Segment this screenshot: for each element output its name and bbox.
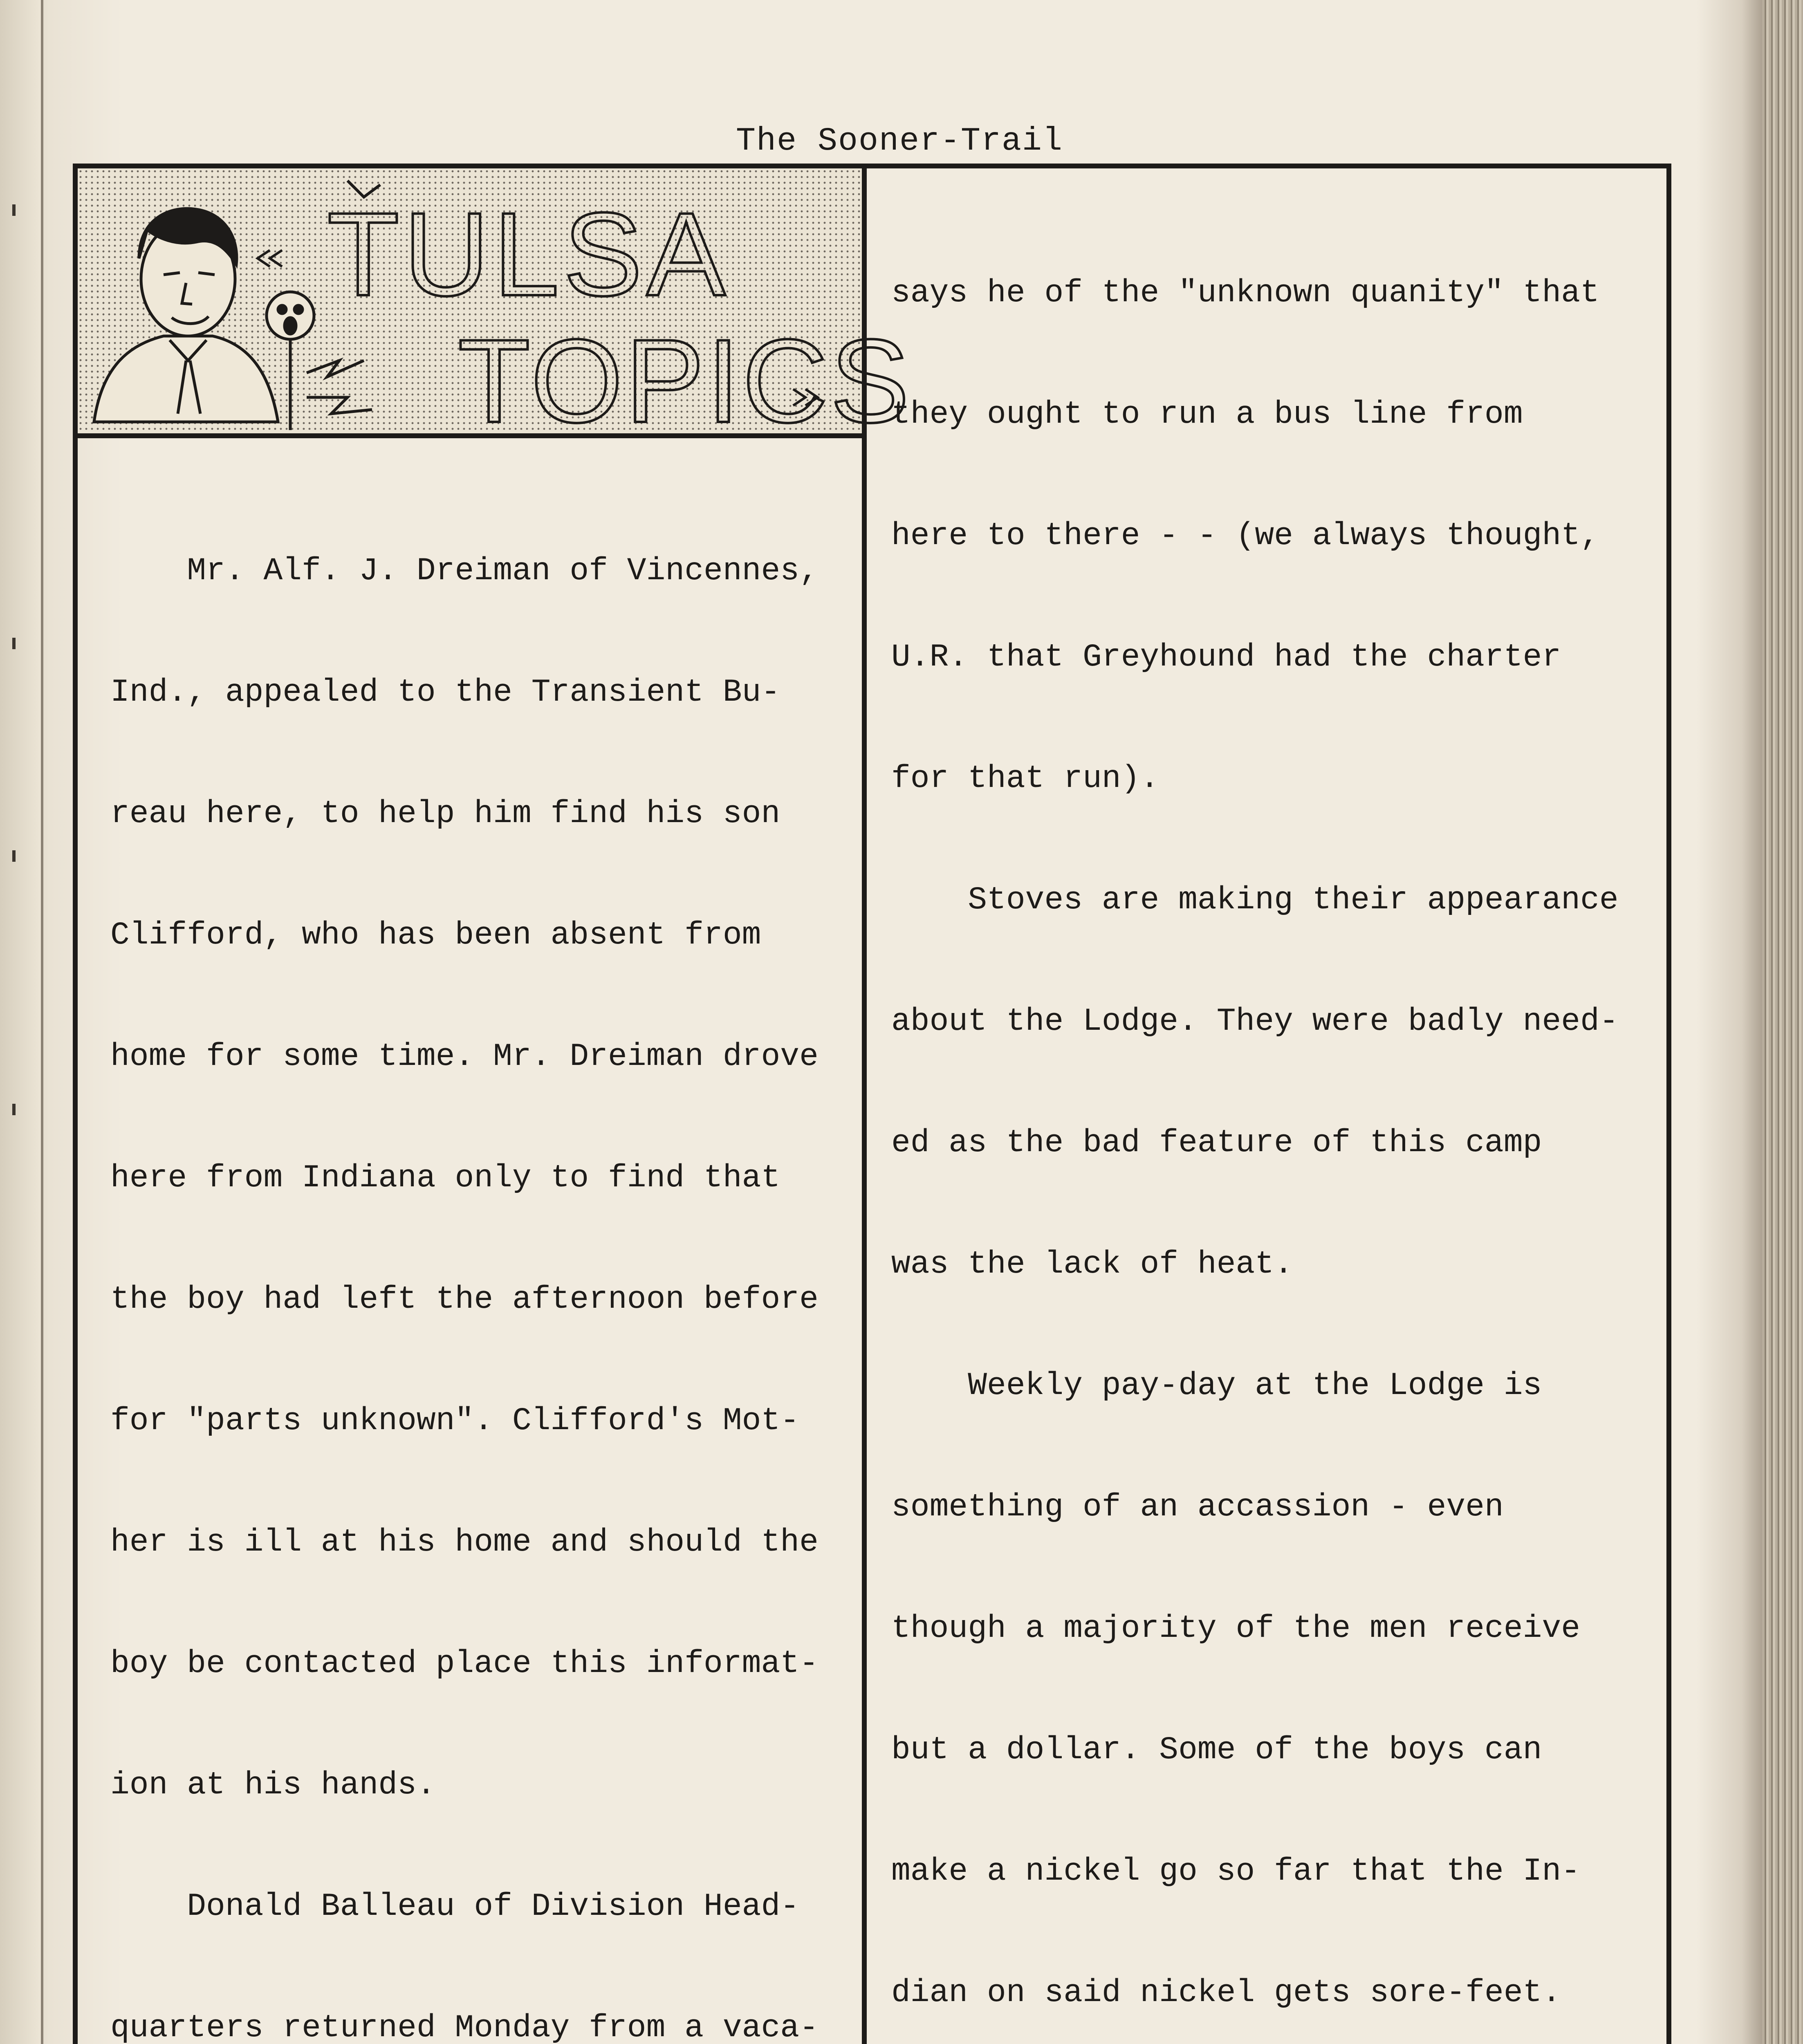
text-line: ion at his hands. xyxy=(110,1767,436,1803)
text-line: they ought to run a bus line from xyxy=(891,397,1523,433)
text-line: reau here, to help him find his son xyxy=(110,796,780,832)
announcer-figure-icon xyxy=(94,208,278,422)
page-stack-edge xyxy=(1762,0,1803,2044)
text-line: but a dollar. Some of the boys can xyxy=(891,1732,1542,1768)
banner-title-tulsa: TULSA xyxy=(327,188,730,320)
text-line: Ind., appealed to the Transient Bu- xyxy=(110,675,780,710)
text-line: for "parts unknown". Clifford's Mot- xyxy=(110,1403,800,1439)
right-article-column xyxy=(891,192,1668,2044)
text-line: ed as the bad feature of this camp xyxy=(891,1125,1542,1161)
text-line: Weekly pay-day at the Lodge is xyxy=(891,1368,1542,1404)
text-line: here to there - - (we always thought, xyxy=(891,518,1599,554)
banner-title-topics: TOPICS xyxy=(458,315,912,447)
facing-page-edge xyxy=(0,0,43,2044)
newsletter-title: The Sooner-Trail xyxy=(736,123,1063,160)
text-line: Stoves are making their appearance xyxy=(891,882,1619,918)
text-line: was the lack of heat. xyxy=(891,1246,1293,1282)
text-line: dian on said nickel gets sore-feet. xyxy=(891,1975,1561,2011)
text-line: make a nickel go so far that the In- xyxy=(891,1853,1581,1889)
text-line: for that run). xyxy=(891,761,1159,797)
text-line: U.R. that Greyhound had the charter xyxy=(891,639,1561,675)
tulsa-topics-banner xyxy=(78,168,912,447)
text-line: Donald Balleau of Division Head- xyxy=(110,1889,800,1925)
text-line: though a majority of the men receive xyxy=(891,1611,1581,1647)
text-line: something of an accassion - even xyxy=(891,1489,1504,1525)
text-line: Mr. Alf. J. Dreiman of Vincennes, xyxy=(110,553,819,589)
banner-illustration xyxy=(78,168,912,447)
text-line: boy be contacted place this informat- xyxy=(110,1646,819,1682)
text-line: her is ill at his home and should the xyxy=(110,1524,819,1560)
text-line: home for some time. Mr. Dreiman drove xyxy=(110,1039,819,1075)
text-line: about the Lodge. They were badly need- xyxy=(891,1004,1619,1040)
text-line: the boy had left the afternoon before xyxy=(110,1282,819,1318)
text-line: here from Indiana only to find that xyxy=(110,1160,780,1196)
left-article-column xyxy=(110,470,859,2044)
text-line: quarters returned Monday from a vaca- xyxy=(110,2010,819,2044)
text-line: says he of the "unknown quanity" that xyxy=(891,275,1599,311)
text-line: Clifford, who has been absent from xyxy=(110,917,761,953)
